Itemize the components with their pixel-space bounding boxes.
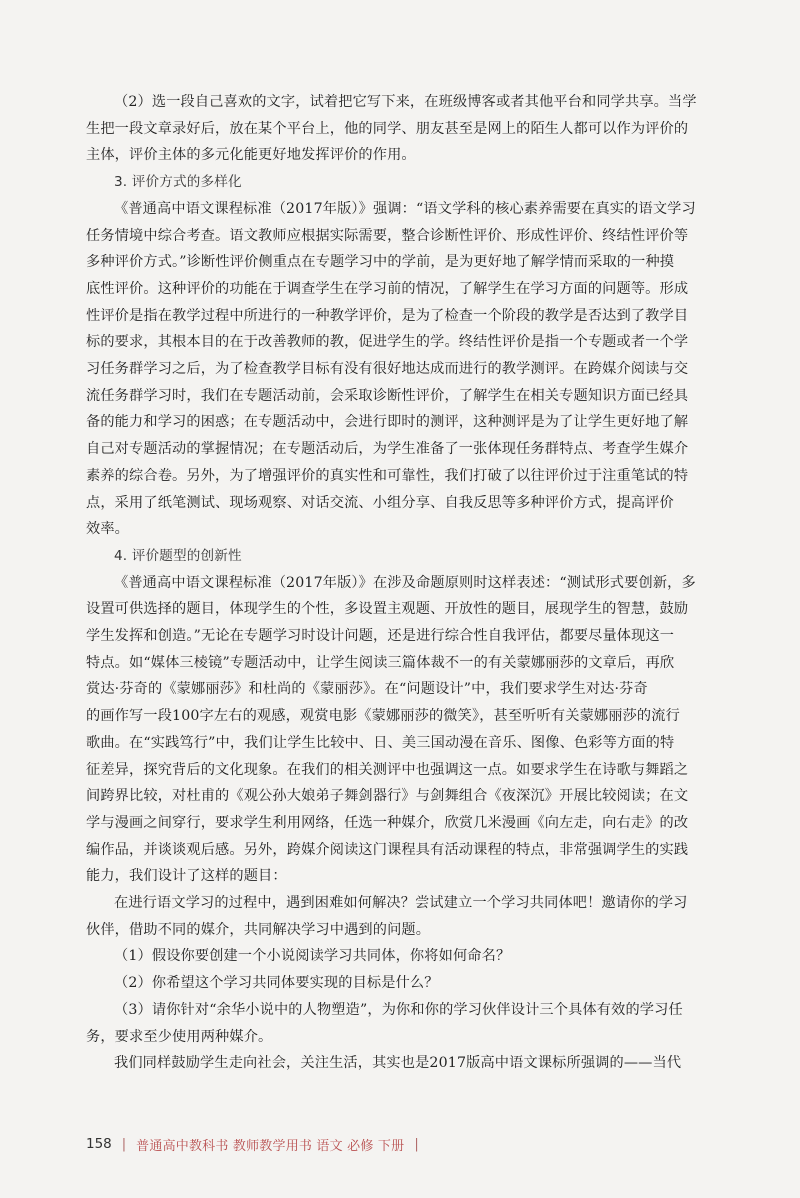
paragraph-line: 性评价是指在教学过程中所进行的一种教学评价，是为了检查一个阶段的教学是否达到了教学目 <box>86 307 689 324</box>
paragraph-line: 能力，我们设计了这样的题目： <box>86 868 287 885</box>
paragraph-line: 任务情境中综合考查。语文教师应根据实际需要，整合诊断性评价、形成性评价、终结性评价等 <box>86 227 689 244</box>
paragraph-line: 设置可供选择的题目，体现学生的个性，多设置主观题、开放性的题目，展现学生的智慧，鼓励 <box>86 601 689 618</box>
question-item: （3）请你针对“余华小说中的人物塑造”，为你和你的学习伙伴设计三个具体有效的学习任 <box>114 1001 683 1018</box>
paragraph-line: 流任务群学习时，我们在专题活动前，会采取诊断性评价，了解学生在相关专题知识方面已经具 <box>86 387 689 404</box>
paragraph-line: 编作品，并谈谈观后感。另外，跨媒介阅读这门课程具有活动课程的特点，非常强调学生的实践 <box>86 841 689 858</box>
paragraph-line: 生把一段文章录好后，放在某个平台上，他的同学、朋友甚至是网上的陌生人都可以作为评价的 <box>86 120 689 137</box>
paragraph-line: （2）选一段自己喜欢的文字，试着把它写下来，在班级博客或者其他平台和同学共享。当学 <box>114 94 697 110</box>
paragraph-line: 学生发挥和创造。”无论在专题学习时设计问题，还是进行综合性自我评估，都要尽量体现这一 <box>86 628 675 644</box>
paragraph-line: 特点。如“媒体三棱镜”专题活动中，让学生阅读三篇体裁不一的有关蒙娜丽莎的文章后，再欣 <box>86 654 675 671</box>
paragraph-line: 学与漫画之间穿行，要求学生利用网络，任选一种媒介，欣赏几米漫画《向左走，向右走》的改 <box>86 814 689 831</box>
paragraph-line: 习任务群学习之后，为了检查教学目标有没有很好地达成而进行的教学测评。在跨媒介阅读与交 <box>86 361 689 377</box>
paragraph-line: 标的要求，其根本目的在于改善教师的教，促进学生的学。终结性评价是指一个专题或者一个学 <box>86 334 689 351</box>
paragraph-line: 赏达·芬奇的《蒙娜丽莎》和杜尚的《蒙丽莎》。在“问题设计”中，我们要求学生对达·芬奇 <box>86 681 648 698</box>
paragraph-line: 间跨界比较，对杜甫的《观公孙大娘弟子舞剑器行》与剑舞组合《夜深沉》开展比较阅读；在文 <box>86 788 689 805</box>
paragraph-line: 主体，评价主体的多元化能更好地发挥评价的作用。 <box>86 147 416 164</box>
section-heading: 3. 评价方式的多样化 <box>114 174 242 191</box>
paragraph-line: 点，采用了纸笔测试、现场观察、对话交流、小组分享、自我反思等多种评价方式，提高评价 <box>86 494 674 511</box>
paragraph-line: 我们同样鼓励学生走向社会，关注生活，其实也是2017版高中语文课标所强调的——当代 <box>114 1055 682 1072</box>
paragraph-line: 底性评价。这种评价的功能在于调查学生在学习前的情况，了解学生在学习方面的问题等。形成 <box>86 280 689 297</box>
paragraph-line: 备的能力和学习的困惑；在专题活动中，会进行即时的测评，这种测评是为了让学生更好地了解 <box>86 414 689 431</box>
paragraph-line: 效率。 <box>86 521 130 538</box>
question-item-continuation: 务，要求至少使用两种媒介。 <box>86 1028 273 1045</box>
quoted-task-line: 在进行语文学习的过程中，遇到困难如何解决？尝试建立一个学习共同体吧！邀请你的学习 <box>114 895 688 911</box>
paragraph-line: 《普通高中语文课程标准（2017年版）》强调：“语文学科的核心素养需要在真实的语文学习 <box>114 200 696 217</box>
section-heading: 4. 评价题型的创新性 <box>114 547 242 564</box>
paragraph-line: 征差异，探究背后的文化现象。在我们的相关测评中也强调这一点。如要求学生在诗歌与舞蹈之 <box>86 761 689 778</box>
footer-end-separator: | <box>414 1136 419 1152</box>
page-number: 158 <box>86 1136 112 1152</box>
footer-separator: | <box>121 1136 127 1152</box>
paragraph-line: 多种评价方式。”诊断性评价侧重点在专题学习中的学前，是为更好地了解学情而采取的一种摸 <box>86 254 675 271</box>
paragraph-line: 素养的综合卷。另外，为了增强评价的真实性和可靠性，我们打破了以往评价过于注重笔试的特 <box>86 467 689 484</box>
paragraph-line: 的画作写一段100字左右的观感，观赏电影《蒙娜丽莎的微笑》，甚至听听有关蒙娜丽莎的流行 <box>86 708 680 725</box>
paragraph-line: 《普通高中语文课程标准（2017年版）》在涉及命题原则时这样表述：“测试形式要创新，多 <box>114 574 696 591</box>
page-footer <box>86 1133 419 1155</box>
quoted-task-line: 伙伴，借助不同的媒介，共同解决学习中遇到的问题。 <box>86 921 431 938</box>
question-item: （2）你希望这个学习共同体要实现的目标是什么？ <box>114 975 439 992</box>
question-item: （1）假设你要创建一个小说阅读学习共同体，你将如何命名？ <box>114 948 511 965</box>
book-title: 普通高中教科书 教师教学用书 语文 必修 下册 <box>136 1138 405 1154</box>
paragraph-line: 自己对专题活动的掌握情况；在专题活动后，为学生准备了一张体现任务群特点、考查学生媒介 <box>86 441 689 458</box>
paragraph-line: 歌曲。在“实践笃行”中，我们让学生比较中、日、美三国动漫在音乐、图像、色彩等方面的特 <box>86 734 675 751</box>
